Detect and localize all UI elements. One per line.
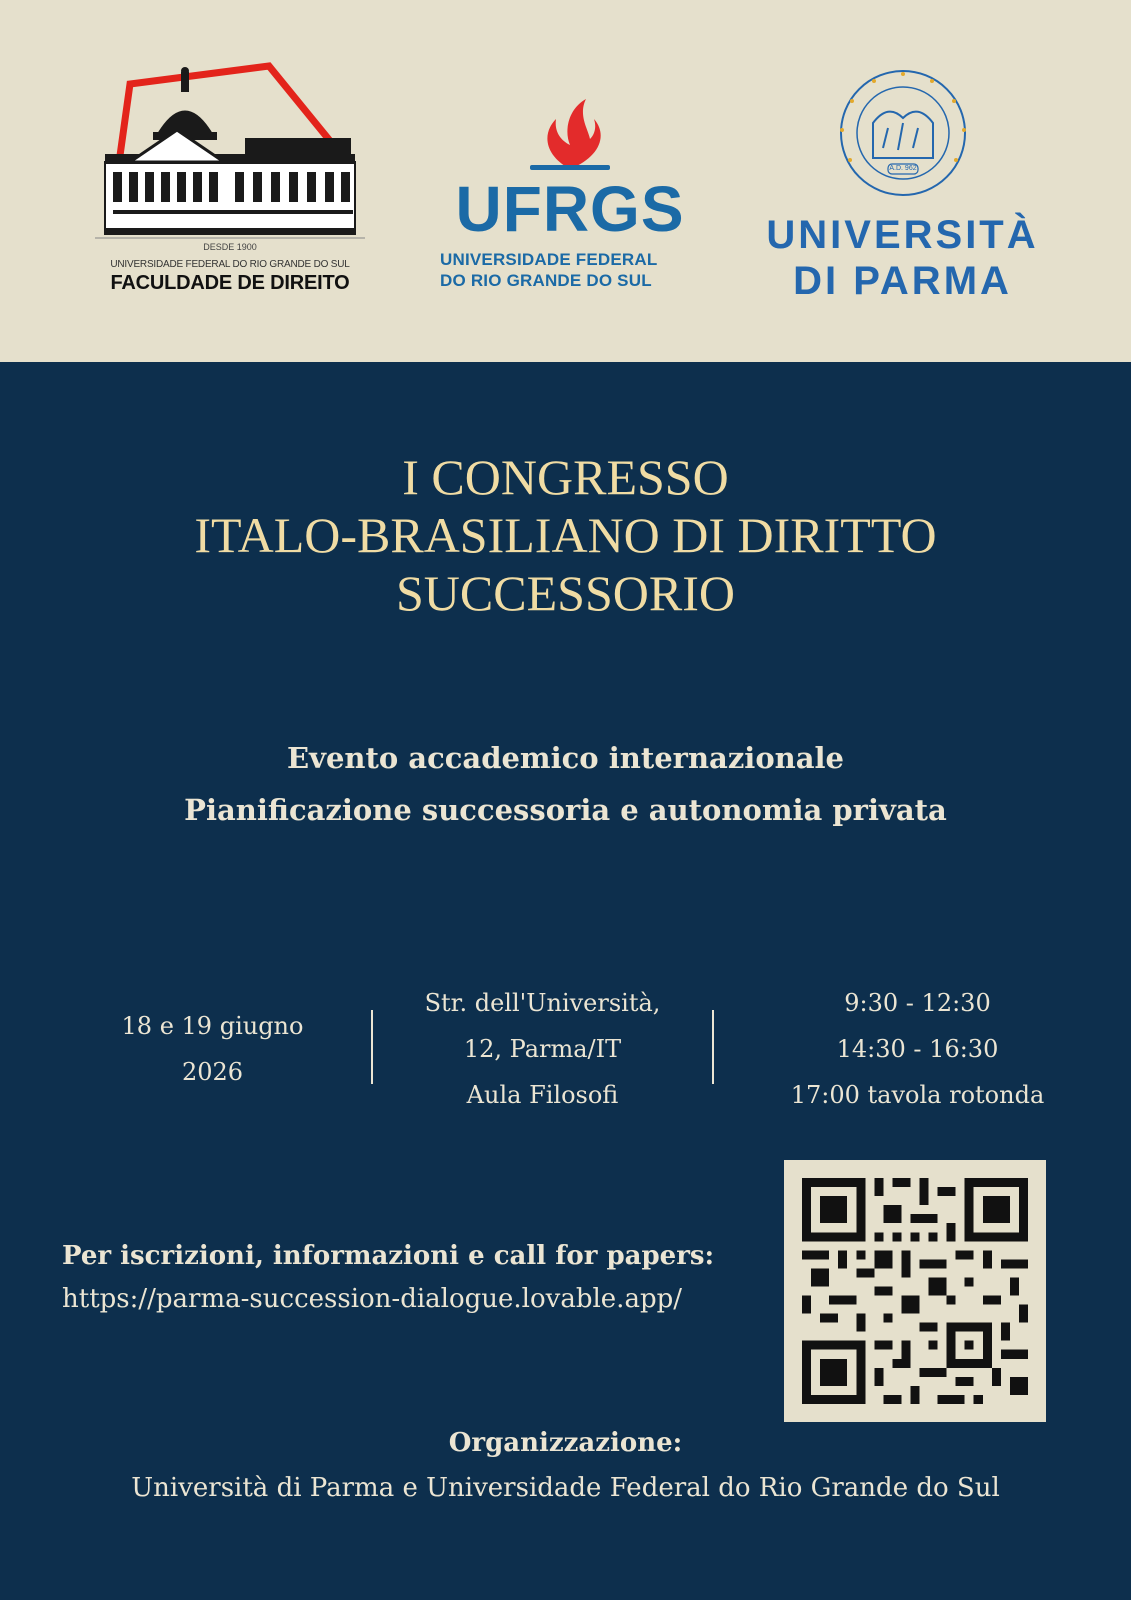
logo-header (0, 0, 1131, 362)
ufrgs-logo (440, 95, 700, 310)
registration-info (62, 1233, 714, 1319)
title-line2: ITALO-BRASILIANO DI DIRITTO (194, 507, 937, 563)
congress-title (0, 448, 1131, 622)
ufrgs-name-line2: DO RIO GRANDE DO SUL (440, 271, 652, 290)
parma-name-line2: DI PARMA (793, 259, 1012, 303)
university-label: UNIVERSIDADE FEDERAL DO RIO GRANDE DO SUL (110, 259, 350, 270)
venue-line1: Str. dell'Università, (424, 989, 661, 1017)
title-line1: I CONGRESSO (402, 449, 729, 505)
ufrgs-name-line1: UNIVERSIDADE FEDERAL (440, 250, 658, 269)
registration-link[interactable]: https://parma-succession-dialogue.lovable.app/ (62, 1284, 682, 1314)
event-schedule (760, 980, 1075, 1118)
schedule-line1: 9:30 - 12:30 (844, 989, 991, 1017)
seal-year: A.D. 962 (889, 165, 917, 172)
schedule-line2: 14:30 - 16:30 (836, 1035, 999, 1063)
ufrgs-wordmark: UFRGS (455, 173, 685, 245)
venue-line2: 12, Parma/IT (463, 1035, 622, 1063)
flame-icon (440, 95, 700, 175)
subtitle-line2: Pianificazione successoria e autonomia privata (184, 793, 947, 827)
since-label: DESDE 1900 (203, 242, 257, 252)
building-illustration (95, 62, 365, 242)
date-line1: 18 e 19 giugno (121, 1012, 304, 1040)
seal-ring-dots (828, 68, 978, 198)
divider (712, 1010, 714, 1084)
subtitle-line1: Evento accademico internazionale (286, 741, 845, 775)
organization-info (0, 1420, 1131, 1510)
divider (371, 1010, 373, 1084)
organization-heading: Organizzazione: (448, 1428, 683, 1458)
faculty-name: FACULDADE DE DIREITO (110, 272, 350, 294)
organization-names: Università di Parma e Universidade Federal do Rio Grande do Sul (131, 1473, 1000, 1503)
schedule-line3: 17:00 tavola rotonda (790, 1081, 1045, 1109)
parma-name-line1: UNIVERSITÀ (766, 213, 1039, 257)
universita-di-parma-logo (760, 68, 1045, 308)
qr-code[interactable] (784, 1160, 1046, 1422)
registration-heading: Per iscrizioni, informazioni e call for papers: (62, 1241, 715, 1271)
event-venue (390, 980, 695, 1118)
faculdade-de-direito-logo (95, 62, 365, 302)
title-line3: SUCCESSORIO (396, 565, 735, 621)
date-line2: 2026 (181, 1058, 244, 1086)
event-subtitle (0, 732, 1131, 836)
event-date (105, 1003, 320, 1095)
venue-line3: Aula Filosofi (466, 1081, 619, 1109)
qr-code-image (784, 1160, 1046, 1422)
